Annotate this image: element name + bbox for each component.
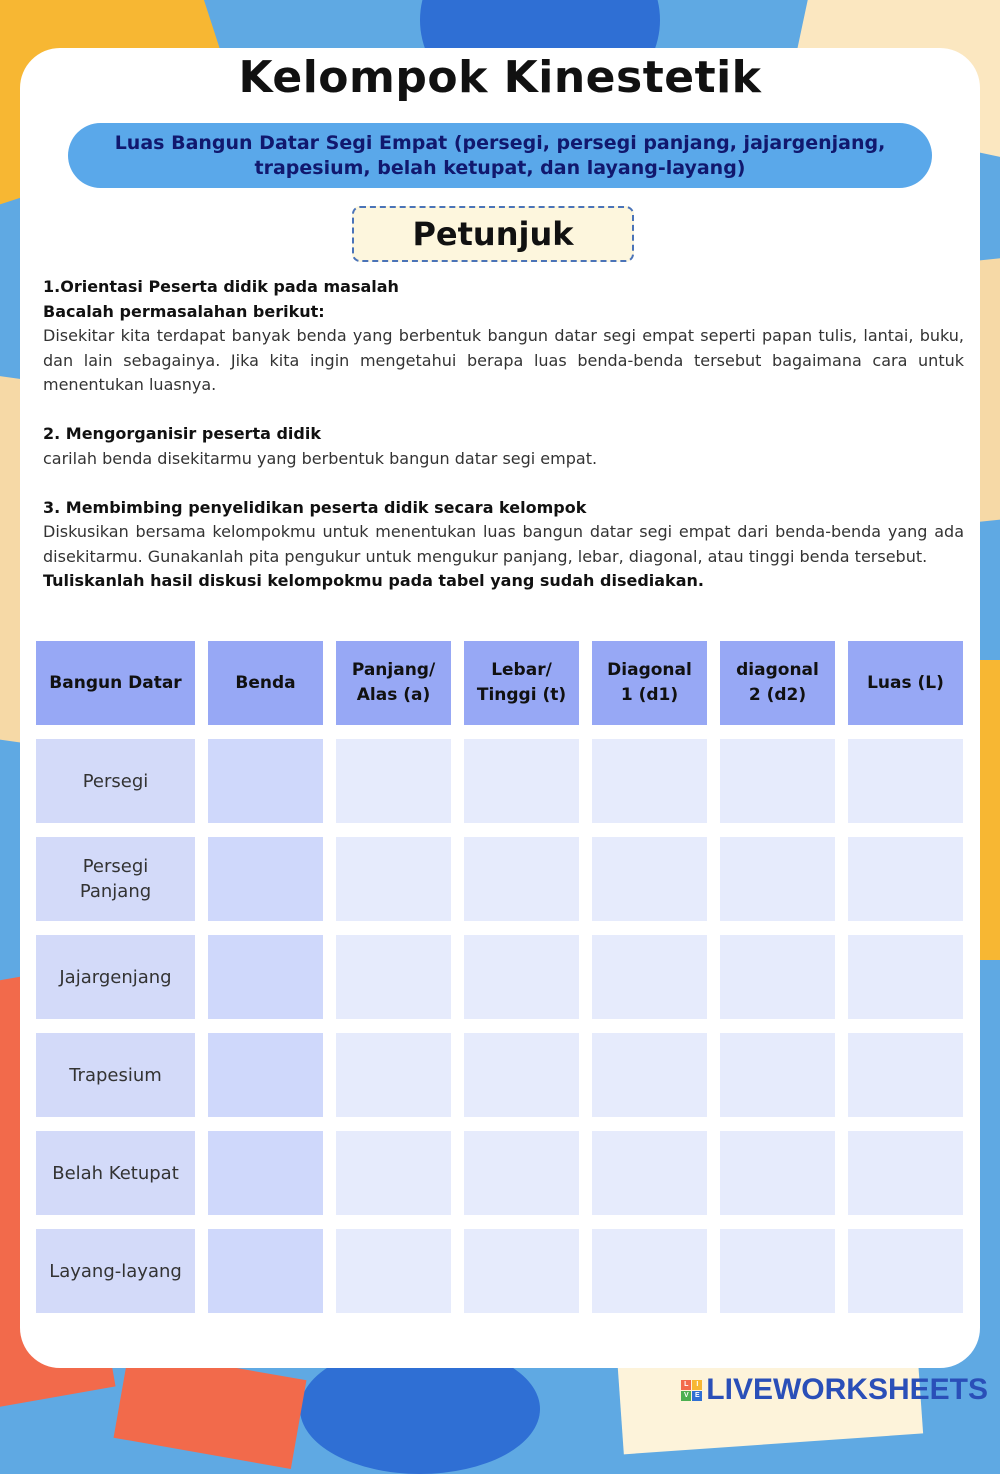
input-lebar-row-1[interactable] (464, 739, 579, 823)
input-diagonal-2-row-4[interactable] (720, 1033, 835, 1117)
input-benda-row-5[interactable] (208, 1131, 323, 1215)
input-luas-row-5[interactable] (848, 1131, 963, 1215)
input-panjang-row-2[interactable] (336, 837, 451, 921)
input-panjang-row-5[interactable] (336, 1131, 451, 1215)
liveworksheets-logo-mark: L I V E (681, 1380, 702, 1401)
header-diagonal-1: Diagonal 1 (d1) (592, 641, 707, 725)
liveworksheets-logo (681, 1372, 988, 1408)
input-panjang-row-1[interactable] (336, 739, 451, 823)
page-title: Kelompok Kinestetik (238, 52, 762, 103)
input-diagonal-2-row-3[interactable] (720, 935, 835, 1019)
header-lebar-tinggi: Lebar/ Tinggi (t) (464, 641, 579, 725)
step3-note: Tuliskanlah hasil diskusi kelompokmu pada tabel yang sudah disediakan. (43, 571, 704, 590)
header-bangun-datar: Bangun Datar (36, 641, 195, 725)
petunjuk-label: Petunjuk (352, 206, 634, 262)
row-label-persegi-panjang: Persegi Panjang (36, 837, 195, 921)
input-luas-row-1[interactable] (848, 739, 963, 823)
subtitle-text: Luas Bangun Datar Segi Empat (persegi, persegi panjang, jajargenjang, trapesium, belah ketupat, dan layang-layang) (114, 131, 886, 179)
input-benda-row-6[interactable] (208, 1229, 323, 1313)
input-benda-row-2[interactable] (208, 837, 323, 921)
step2-heading: 2. Mengorganisir peserta didik (43, 424, 321, 443)
step1-text: Disekitar kita terdapat banyak benda yang berbentuk bangun datar segi empat seperti papan tulis, lantai, buku, dan lain sebagainya. Jika kita ingin mengetahui berapa luas benda-benda tersebut bagaimana cara untuk menentukan luasnya. (43, 326, 964, 394)
row-label-layang-layang: Layang-layang (36, 1229, 195, 1313)
input-luas-row-4[interactable] (848, 1033, 963, 1117)
liveworksheets-logo-text: LIVEWORKSHEETS (706, 1373, 988, 1406)
row-label-persegi: Persegi (36, 739, 195, 823)
input-diagonal-2-row-5[interactable] (720, 1131, 835, 1215)
input-panjang-row-3[interactable] (336, 935, 451, 1019)
input-diagonal-1-row-6[interactable] (592, 1229, 707, 1313)
header-luas: Luas (L) (848, 641, 963, 725)
step1-subheading: Bacalah permasalahan berikut: (43, 301, 325, 321)
row-label-belah-ketupat: Belah Ketupat (36, 1131, 195, 1215)
header-benda: Benda (208, 641, 323, 725)
input-diagonal-1-row-5[interactable] (592, 1131, 707, 1215)
input-lebar-row-3[interactable] (464, 935, 579, 1019)
input-luas-row-2[interactable] (848, 837, 963, 921)
header-panjang-alas: Panjang/ Alas (a) (336, 641, 451, 725)
input-diagonal-1-row-3[interactable] (592, 935, 707, 1019)
input-benda-row-4[interactable] (208, 1033, 323, 1117)
input-luas-row-6[interactable] (848, 1229, 963, 1313)
input-diagonal-1-row-4[interactable] (592, 1033, 707, 1117)
instructions (43, 275, 964, 594)
row-label-trapesium: Trapesium (36, 1033, 195, 1117)
input-benda-row-3[interactable] (208, 935, 323, 1019)
input-diagonal-2-row-2[interactable] (720, 837, 835, 921)
input-diagonal-2-row-6[interactable] (720, 1229, 835, 1313)
input-diagonal-2-row-1[interactable] (720, 739, 835, 823)
header-diagonal-2: diagonal 2 (d2) (720, 641, 835, 725)
step2-text: carilah benda disekitarmu yang berbentuk bangun datar segi empat. (43, 448, 598, 468)
row-label-jajargenjang: Jajargenjang (36, 935, 195, 1019)
input-panjang-row-4[interactable] (336, 1033, 451, 1117)
input-lebar-row-6[interactable] (464, 1229, 579, 1313)
step3-heading: 3. Membimbing penyelidikan peserta didik secara kelompok (43, 497, 587, 517)
input-diagonal-1-row-2[interactable] (592, 837, 707, 921)
input-lebar-row-4[interactable] (464, 1033, 579, 1117)
input-diagonal-1-row-1[interactable] (592, 739, 707, 823)
subtitle-banner (68, 123, 932, 188)
input-lebar-row-2[interactable] (464, 837, 579, 921)
input-lebar-row-5[interactable] (464, 1131, 579, 1215)
input-panjang-row-6[interactable] (336, 1229, 451, 1313)
step3-text: Diskusikan bersama kelompokmu untuk menentukan luas bangun datar segi empat dari benda-benda yang ada disekitarmu. Gunakanlah pita pengukur untuk mengukur panjang, lebar, diagonal, atau tinggi benda tersebut. (43, 522, 964, 566)
step1-heading: 1.Orientasi Peserta didik pada masalah (43, 277, 399, 296)
input-benda-row-1[interactable] (208, 739, 323, 823)
input-luas-row-3[interactable] (848, 935, 963, 1019)
